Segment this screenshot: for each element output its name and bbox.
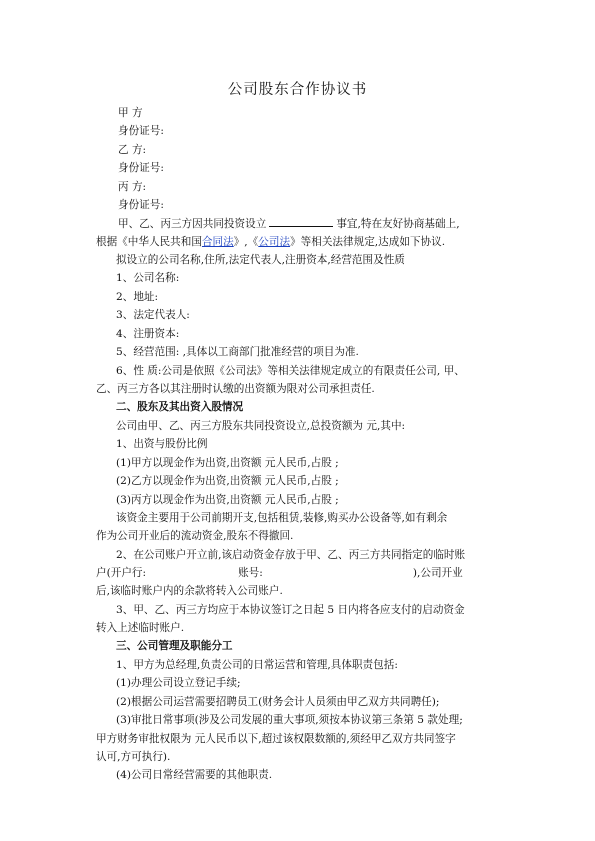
section-2-p2: 1、出资与股份比例 bbox=[116, 438, 208, 450]
section-3-p5: 甲方财务审批权限为 元人民币以下,超过该权限数额的,须经甲乙双方共同签字 bbox=[96, 733, 456, 745]
section-2-heading: 二、股东及其出资入股情况 bbox=[116, 401, 244, 413]
section-3-heading: 三、公司管理及职能分工 bbox=[116, 640, 233, 652]
party-b-id-label: 身份证号: bbox=[118, 162, 164, 174]
section-2-p4: (2)乙方以现金作为出资,出资额 元人民币,占股 ; bbox=[116, 475, 339, 487]
section-2-p6: 该资金主要用于公司前期开支,包括租赁,装修,购买办公设备等,如有剩余 bbox=[116, 512, 448, 524]
section-3-p1: 1、甲方为总经理,负责公司的日常运营和管理,具体职责包括: bbox=[116, 659, 398, 671]
party-c-label: 丙 方: bbox=[118, 181, 147, 193]
bank-label: 户(开户行: bbox=[96, 567, 147, 579]
intro-line-1-end: 事宜,特在友好协商基础上, bbox=[336, 218, 460, 230]
section-2-p5: (3)丙方以现金作为出资,出资额 元人民币,占股 ; bbox=[116, 494, 339, 506]
legal-rep-item: 3、法定代表人: bbox=[116, 309, 190, 321]
intro-line-2-start: 根据《中华人民共和国 bbox=[96, 236, 202, 248]
section-2-p1: 公司由甲、乙、丙三方股东共同投资设立,总投资额为 元,其中: bbox=[116, 420, 406, 432]
section-2-p3: (1)甲方以现金作为出资,出资额 元人民币,占股 ; bbox=[116, 457, 339, 469]
section-2-p7: 作为公司开业后的流动资金,股东不得撤回. bbox=[96, 530, 294, 542]
company-nature-line-2: 乙、丙三方各以其注册时认缴的出资额为限对公司承担责任. bbox=[96, 383, 375, 395]
party-a-label: 甲 方 bbox=[118, 107, 143, 119]
party-c-id-label: 身份证号: bbox=[118, 199, 164, 211]
section-3-p2: (1)办理公司设立登记手续; bbox=[116, 677, 241, 689]
company-name-item: 1、公司名称: bbox=[116, 272, 180, 284]
section-3-p4: (3)审批日常事项(涉及公司发展的重大事项,须按本协议第三条第 5 款处理; bbox=[116, 714, 463, 726]
business-scope-item: 5、经营范围: ,具体以工商部门批准经营的项目为准. bbox=[116, 346, 359, 358]
section-3-p3: (2)根据公司运营需要招聘员工(财务会计人员须由甲乙双方共同聘任); bbox=[116, 696, 440, 708]
account-label: 账号: bbox=[238, 567, 263, 579]
section-3-p6: 认可,方可执行). bbox=[96, 751, 171, 763]
section-2-p8: 2、在公司账户开立前,该启动资金存放于甲、乙、丙三方共同指定的临时账 bbox=[116, 549, 466, 561]
section-3-p7: (4)公司日常经营需要的其他职责. bbox=[116, 769, 273, 781]
section-2-p12: 转入上述临时账户. bbox=[96, 622, 185, 634]
intro-line-2-end: 》等相关法律规定,达成如下协议. bbox=[290, 236, 446, 248]
section-2-p9 bbox=[96, 566, 499, 580]
company-address-item: 2、地址: bbox=[116, 291, 159, 303]
intro-line-2 bbox=[96, 235, 499, 249]
company-law-link[interactable]: 公司法 bbox=[258, 236, 291, 248]
document-title: 公司股东合作协议书 bbox=[227, 82, 368, 98]
company-name-blank bbox=[269, 216, 333, 227]
party-a-id-label: 身份证号: bbox=[118, 125, 164, 137]
contract-law-link[interactable]: 合同法 bbox=[201, 236, 234, 248]
section-2-p9-end: ),公司开业 bbox=[412, 567, 463, 579]
intro-line-2-mid: 》,《 bbox=[233, 236, 259, 248]
section-2-p11: 3、甲、乙、丙三方均应于本协议签订之日起 5 日内将各应支付的启动资金 bbox=[116, 604, 465, 616]
company-nature-line-1: 6、性 质:公司是依照《公司法》等相关法律规定成立的有限责任公司, 甲、 bbox=[116, 365, 465, 377]
section-2-p10: 后,该临时账户内的余款将转入公司账户. bbox=[96, 585, 283, 597]
party-b-label: 乙 方: bbox=[118, 144, 147, 156]
intro-line-1 bbox=[118, 216, 499, 231]
intro-line-3: 拟设立的公司名称,住所,法定代表人,注册资本,经营范围及性质 bbox=[116, 254, 405, 266]
intro-line-1-start: 甲、乙、丙三方因共同投资设立 bbox=[118, 218, 267, 230]
registered-capital-item: 4、注册资本: bbox=[116, 328, 180, 340]
